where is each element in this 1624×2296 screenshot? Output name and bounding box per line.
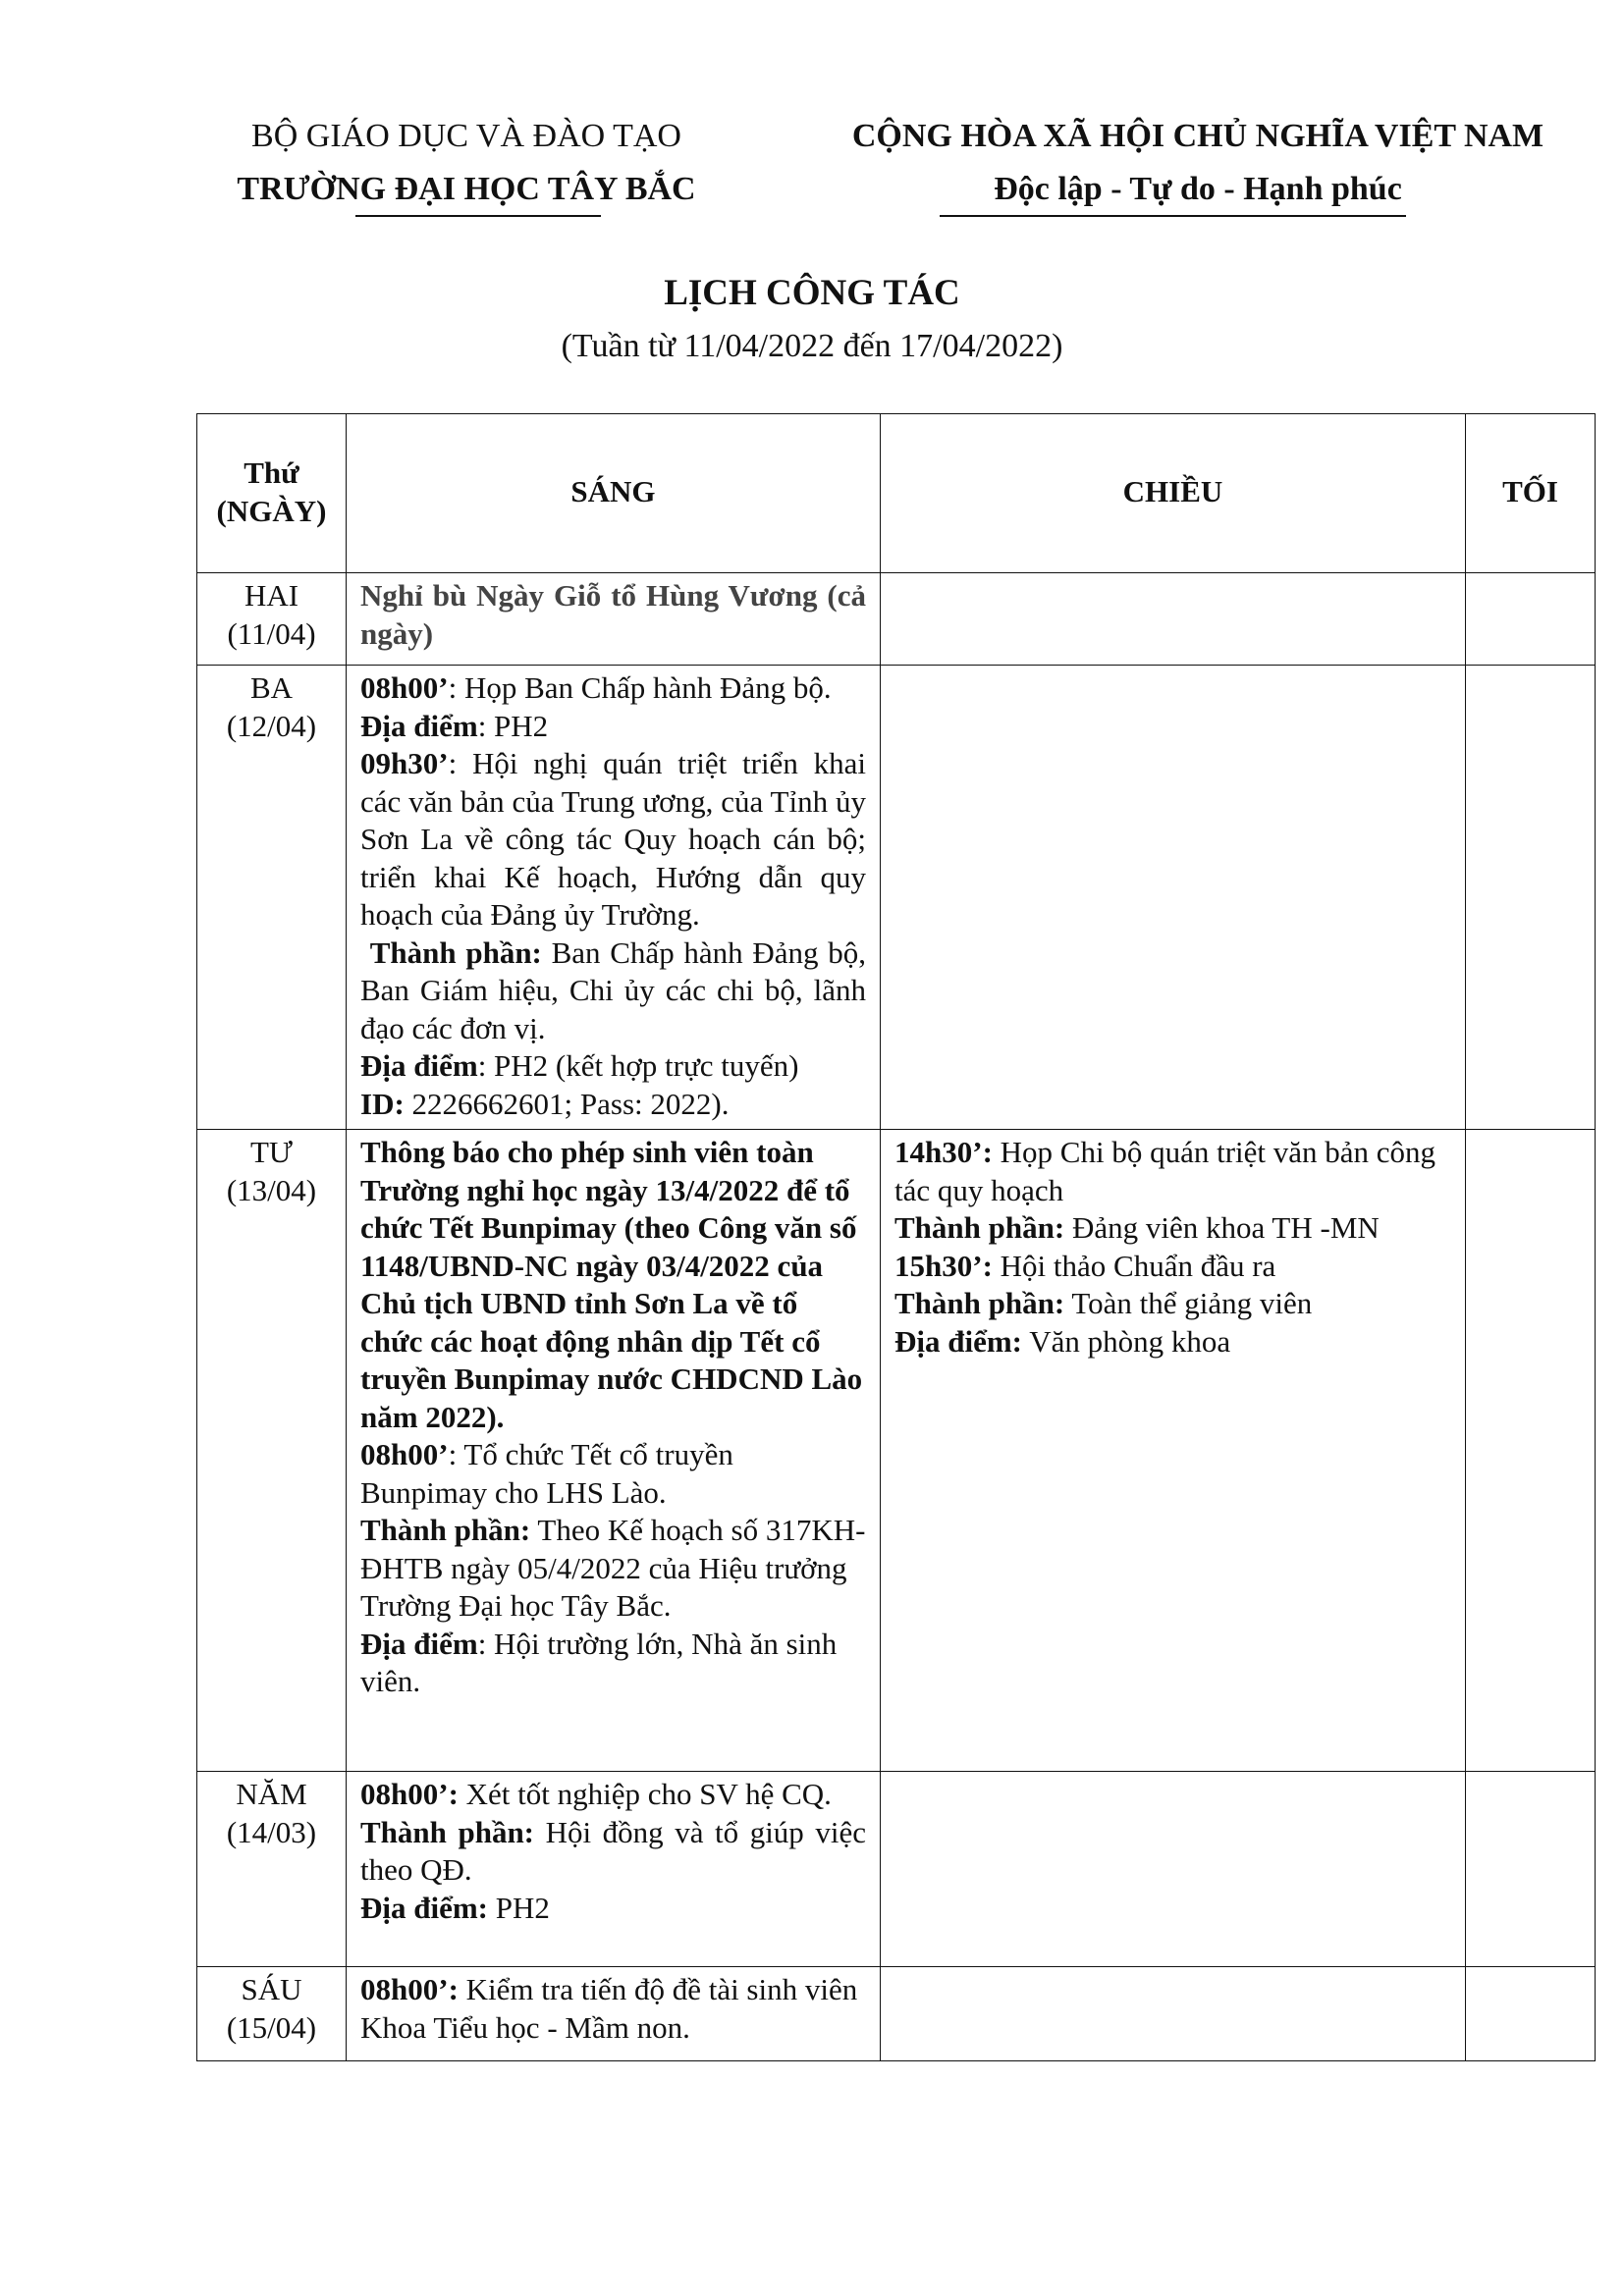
afternoon-cell — [881, 1130, 1466, 1772]
header-afternoon: CHIỀU — [881, 414, 1466, 573]
participants-label: Thành phần: — [894, 1210, 1065, 1245]
ministry-name: BỘ GIÁO DỤC VÀ ĐÀO TẠO — [251, 118, 681, 154]
participants-entry — [894, 1209, 1451, 1248]
participants-text: Hội đồng và tổ giúp việc theo QĐ. — [360, 1814, 866, 1887]
evening-cell — [1466, 573, 1596, 666]
location-entry — [894, 1323, 1451, 1362]
location-label: Địa điểm — [360, 1048, 478, 1083]
evening-cell — [1466, 666, 1596, 1130]
location-entry — [360, 708, 866, 746]
header-day — [197, 414, 347, 573]
ministry-header — [206, 110, 727, 216]
morning-cell — [347, 1967, 881, 2061]
day-cell — [197, 1772, 347, 1967]
location-label: Địa điểm: — [360, 1890, 489, 1925]
location-label: Địa điểm — [360, 708, 478, 743]
participants-entry — [360, 934, 866, 1048]
location-text: : PH2 (kết hợp trực tuyến) — [477, 1048, 799, 1083]
participants-entry — [360, 1814, 866, 1890]
meeting-id-entry — [360, 1086, 866, 1124]
event-time: 08h00’: — [360, 1777, 459, 1811]
participants-label: Thành phần: — [360, 1814, 535, 1849]
location-entry — [360, 1890, 866, 1928]
day-name: NĂM — [236, 1777, 307, 1811]
day-cell — [197, 573, 347, 666]
header-evening: TỐI — [1466, 414, 1596, 573]
event-time: 09h30’ — [360, 746, 449, 780]
table-row — [197, 1130, 1596, 1772]
morning-cell — [347, 1772, 881, 1967]
participants-label: Thành phần: — [369, 934, 542, 970]
event-entry — [894, 1134, 1451, 1209]
event-text: Kiểm tra tiến độ đề tài sinh viên Khoa Tiểu học - Mầm non. — [360, 1972, 858, 2045]
event-text: Họp Chi bộ quán triệt văn bản công tác quy hoạch — [894, 1135, 1436, 1207]
event-text: Xét tốt nghiệp cho SV hệ CQ. — [458, 1777, 832, 1811]
right-header-underline — [940, 215, 1406, 217]
left-header-underline — [355, 215, 601, 217]
participants-text: Ban Chấp hành Đảng bộ, Ban Giám hiệu, Chi ủy các chi bộ, lãnh đạo các đơn vị. — [360, 934, 867, 1045]
participants-text: Theo Kế hoạch số 317KH-ĐHTB ngày 05/4/2022 của Hiệu trưởng Trường Đại học Tây Bắc. — [360, 1513, 866, 1623]
event-time: 08h00’: — [360, 1972, 459, 2006]
event-time: 08h00’ — [360, 670, 449, 705]
location-text: PH2 — [488, 1890, 550, 1925]
participants-entry — [360, 1512, 866, 1626]
table-row — [197, 666, 1596, 1130]
event-entry — [360, 1971, 866, 2047]
document-subtitle: (Tuần từ 11/04/2022 đến 17/04/2022) — [561, 328, 1063, 364]
evening-cell — [1466, 1130, 1596, 1772]
day-cell — [197, 1130, 347, 1772]
day-date: (15/04) — [226, 2009, 317, 2045]
day-name: BA — [249, 670, 294, 705]
event-entry — [894, 1248, 1451, 1286]
location-label: Địa điểm — [360, 1626, 478, 1661]
participants-text: Đảng viên khoa TH -MN — [1064, 1210, 1380, 1245]
morning-cell — [347, 573, 881, 666]
participants-entry — [894, 1285, 1451, 1323]
table-row — [197, 1772, 1596, 1967]
day-date: (12/04) — [226, 708, 317, 743]
participants-label: Thành phần: — [894, 1286, 1065, 1320]
day-date: (14/03) — [226, 1814, 317, 1849]
location-text: Văn phòng khoa — [1022, 1323, 1231, 1359]
participants-label: Thành phần: — [360, 1513, 531, 1547]
header-morning: SÁNG — [347, 414, 881, 573]
document-title: LỊCH CÔNG TÁC — [664, 273, 960, 313]
location-entry — [360, 1626, 866, 1701]
event-entry — [360, 1436, 866, 1512]
table-header-row — [197, 414, 1596, 573]
location-entry — [360, 1047, 866, 1086]
day-date: (11/04) — [227, 615, 316, 651]
participants-text: Toàn thể giảng viên — [1064, 1286, 1313, 1320]
location-text: : PH2 — [477, 708, 549, 743]
event-text: : Họp Ban Chấp hành Đảng bộ. — [448, 670, 832, 705]
afternoon-cell — [881, 666, 1466, 1130]
event-time: 08h00’ — [360, 1437, 449, 1471]
day-name: SÁU — [241, 1972, 302, 2006]
event-time: 14h30’: — [894, 1135, 993, 1169]
national-motto: Độc lập - Tự do - Hạnh phúc — [994, 171, 1402, 207]
schedule-table — [196, 413, 1596, 2061]
national-title: CỘNG HÒA XÃ HỘI CHỦ NGHĨA VIỆT NAM — [851, 118, 1544, 154]
table-row — [197, 573, 1596, 666]
day-date: (13/04) — [226, 1172, 317, 1207]
location-text: : Hội trường lớn, Nhà ăn sinh viên. — [360, 1626, 838, 1698]
header-day-label: Thứ — [244, 455, 299, 490]
national-header — [815, 110, 1581, 216]
day-name: TƯ — [250, 1135, 293, 1169]
event-entry — [360, 669, 866, 708]
event-entry — [360, 745, 866, 934]
morning-cell — [347, 666, 881, 1130]
day-cell — [197, 1967, 347, 2061]
holiday-note: Nghỉ bù Ngày Giỗ tổ Hùng Vương (cả ngày) — [360, 578, 866, 651]
evening-cell — [1466, 1967, 1596, 2061]
afternoon-cell — [881, 573, 1466, 666]
event-text: : Tổ chức Tết cổ truyền Bunpimay cho LHS Lào. — [360, 1437, 733, 1510]
notice-text: Thông báo cho phép sinh viên toàn Trường nghỉ học ngày 13/4/2022 để tổ chức Tết Bunpimay (theo Công văn số 1148/UBND-NC ngày 03/4/2022 của Chủ tịch UBND tỉnh Sơn La về tổ chức các hoạt động nhân dịp Tết cổ truyền Bunpimay nước CHDCND Lào năm 2022). — [360, 1135, 863, 1434]
event-text: Hội thảo Chuẩn đầu ra — [992, 1248, 1276, 1283]
meeting-id-label: ID: — [360, 1086, 405, 1121]
event-entry — [360, 1776, 866, 1814]
day-name: HAI — [244, 578, 299, 613]
university-name: TRƯỜNG ĐẠI HỌC TÂY BẮC — [237, 171, 696, 207]
meeting-id-text: 2226662601; Pass: 2022). — [404, 1086, 730, 1121]
day-cell — [197, 666, 347, 1130]
event-text: : Hội nghị quán triệt triển khai các văn bản của Trung ương, của Tỉnh ủy Sơn La về công tác Quy hoạch cán bộ; triển khai Kế hoạch, Hướng dẫn quy hoạch của Đảng ủy Trường. — [360, 746, 866, 932]
location-label: Địa điểm: — [894, 1323, 1023, 1359]
afternoon-cell — [881, 1967, 1466, 2061]
afternoon-cell — [881, 1772, 1466, 1967]
evening-cell — [1466, 1772, 1596, 1967]
table-row — [197, 1967, 1596, 2061]
event-time: 15h30’: — [894, 1248, 993, 1283]
header-date-label: (NGÀY) — [216, 493, 327, 528]
morning-cell — [347, 1130, 881, 1772]
